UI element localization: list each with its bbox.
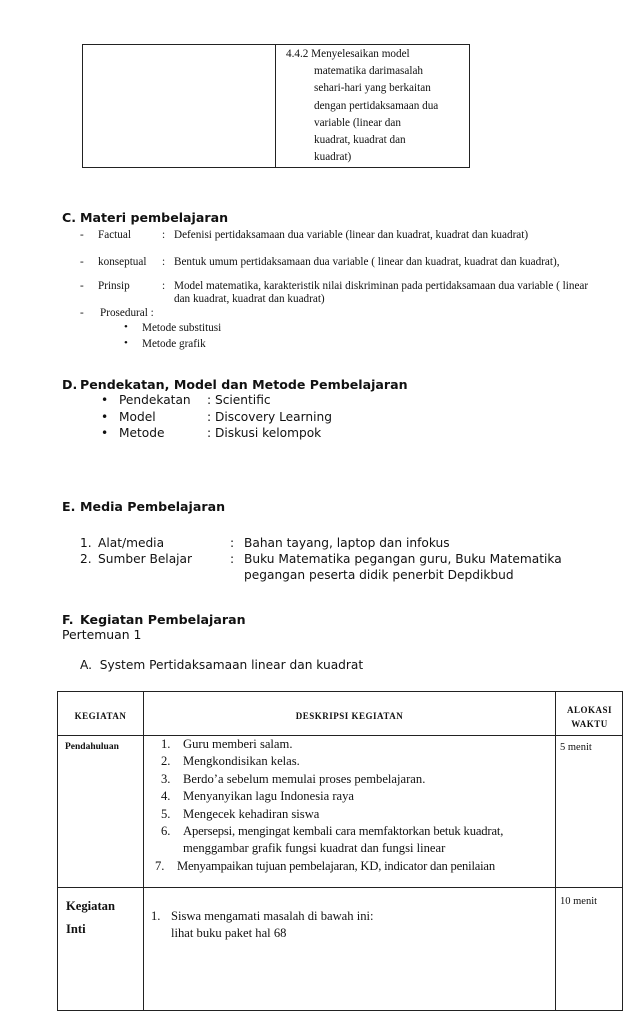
- time-pendahuluan: 5 menit: [560, 742, 592, 753]
- bullet-icon: •: [101, 393, 109, 407]
- objective-line: kuadrat): [314, 151, 352, 164]
- table-column-divider: [275, 45, 276, 167]
- header-kegiatan: KEGIATAN: [74, 711, 127, 721]
- section-pendekatan-heading: D. Pendekatan, Model dan Metode Pembelajaran: [62, 377, 408, 392]
- header-deskripsi: DESKRIPSI KEGIATAN: [295, 711, 404, 721]
- objective-line: 4.4.2 Menyelesaikan model: [286, 48, 410, 60]
- inti-steps: [151, 908, 551, 943]
- objective-line: matematika darimasalah: [314, 65, 424, 78]
- objective-cell: [286, 46, 468, 166]
- row-label-inti: Kegiatan Inti: [66, 899, 115, 936]
- list-item: 4. Menyanyikan lagu Indonesia raya: [161, 789, 355, 804]
- list-item: menggambar grafik fungsi kuadrat dan fungsi linear: [183, 841, 446, 856]
- materi-row-konseptual: - konseptual : Bentuk umum pertidaksamaan dua variable ( linear dan kuadrat, kuadrat dan kuadrat),: [80, 256, 560, 268]
- meeting-label: Pertemuan 1: [62, 627, 142, 642]
- bullet-icon: •: [124, 321, 128, 333]
- bullet-icon: •: [124, 337, 128, 349]
- list-item: 1. Siswa mengamati masalah di bawah ini:: [151, 909, 374, 923]
- section-materi-heading: C. Materi pembelajaran: [62, 210, 229, 225]
- objective-line: dengan pertidaksamaan dua: [314, 99, 439, 112]
- objective-line: variable (linear dan: [314, 116, 401, 129]
- subsection-title: A. System Pertidaksamaan linear dan kuadrat: [80, 658, 364, 672]
- materi-row-factual: - Factual : Defenisi pertidaksamaan dua variable (linear dan kuadrat, kuadrat dan kuadrat): [80, 229, 529, 241]
- materi-row-prinsip: - Prinsip : Model matematika, karakteristik nilai diskriminan pada pertidaksamaan dua variable ( linear dan kuadrat, kuadrat dan kuadrat): [80, 280, 589, 305]
- list-item: 1. Guru memberi salam.: [161, 737, 293, 751]
- list-item: 3. Berdo’a sebelum memulai proses pembelajaran.: [161, 771, 426, 786]
- activity-table: [57, 691, 623, 1011]
- table-row-divider: [58, 887, 622, 888]
- list-item: 7. Menyampaikan tujuan pembelajaran, KD, indicator dan penilaian: [155, 858, 495, 873]
- pendahuluan-steps: [155, 736, 555, 875]
- row-label-pendahuluan: Pendahuluan: [65, 742, 119, 752]
- media-item: 1. Alat/media : Bahan tayang, laptop dan infokus: [80, 536, 450, 550]
- header-alokasi: ALOKASI WAKTU: [566, 705, 612, 729]
- time-inti: 10 menit: [560, 896, 598, 907]
- section-kegiatan-heading: F. Kegiatan Pembelajaran: [62, 612, 246, 627]
- media-item: 2. Sumber Belajar : Buku Matematika pegangan guru, Buku Matematika pegangan peserta didik penerbit Depdikbud: [80, 552, 562, 582]
- list-item: lihat buku paket hal 68: [171, 926, 287, 941]
- list-item: 6. Apersepsi, mengingat kembali cara memfaktorkan betuk kuadrat,: [161, 823, 504, 838]
- section-media-heading: E. Media Pembelajaran: [62, 499, 226, 514]
- bullet-icon: •: [101, 410, 109, 424]
- list-item: 5. Mengecek kehadiran siswa: [161, 806, 320, 821]
- bullet-icon: •: [101, 426, 109, 440]
- objective-line: kuadrat, kuadrat dan: [314, 134, 406, 147]
- list-item: 2. Mengkondisikan kelas.: [161, 754, 300, 769]
- table-column-divider: [143, 692, 144, 1010]
- table-column-divider: [555, 692, 556, 1010]
- materi-row-prosedural: - Prosedural :: [80, 307, 154, 319]
- objective-line: sehari-hari yang berkaitan: [314, 82, 431, 95]
